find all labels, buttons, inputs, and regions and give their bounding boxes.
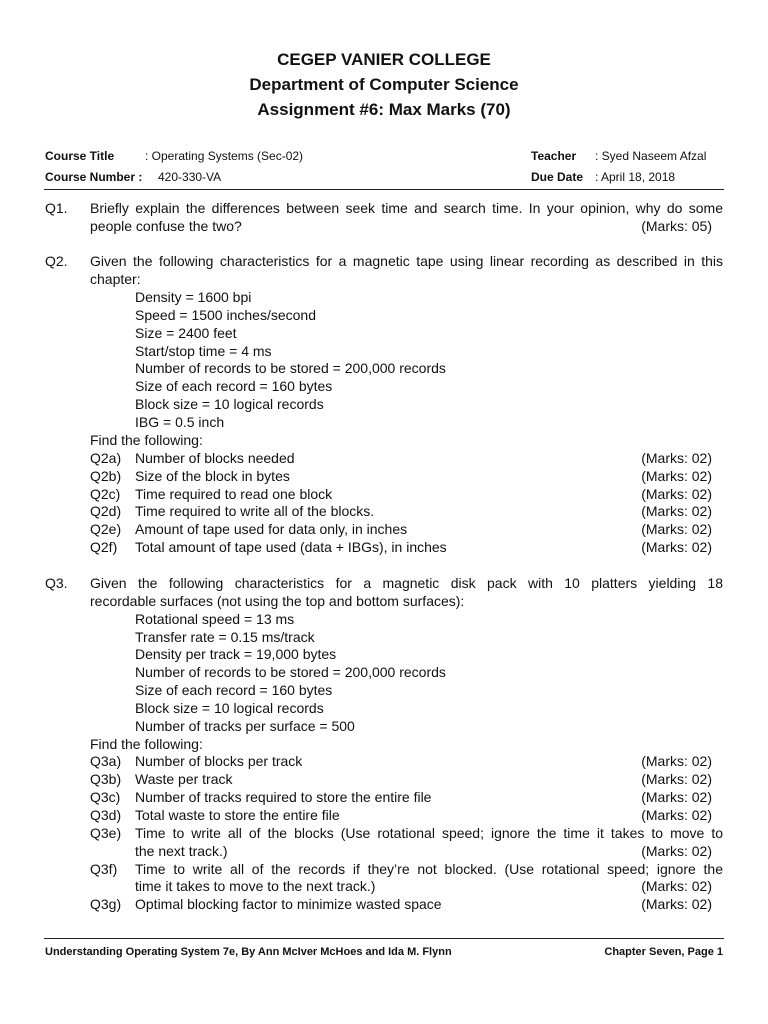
- spec-item: Size of each record = 160 bytes: [135, 378, 333, 394]
- part-id: Q3d): [90, 807, 122, 823]
- marks-label: (Marks: 02): [641, 878, 712, 894]
- question-text: Given the following characteristics for a magnetic tape using linear recording as described in this: [90, 253, 723, 269]
- question-text: people confuse the two?: [90, 218, 242, 234]
- question-number: Q1.: [45, 200, 68, 216]
- part-id: Q2b): [90, 468, 122, 484]
- course-number-value: 420-330-VA: [158, 170, 222, 184]
- question-text: recordable surfaces (not using the top and bottom surfaces):: [90, 593, 465, 609]
- spec-item: IBG = 0.5 inch: [135, 414, 225, 430]
- part-text: Time to write all of the records if they’re not blocked. (Use rotational speed; ignore the: [135, 861, 723, 877]
- find-heading: Find the following:: [90, 736, 203, 752]
- find-heading: Find the following:: [90, 432, 203, 448]
- part-id: Q3g): [90, 896, 122, 912]
- part-text: Number of blocks needed: [135, 450, 295, 466]
- due-date-label: Due Date: [531, 170, 584, 184]
- spec-item: Speed = 1500 inches/second: [135, 307, 316, 323]
- department-name: Department of Computer Science: [249, 75, 519, 94]
- part-id: Q3e): [90, 825, 122, 841]
- spec-item: Transfer rate = 0.15 ms/track: [135, 629, 315, 645]
- part-text: Optimal blocking factor to minimize wasted space: [135, 896, 442, 912]
- part-text: Total amount of tape used (data + IBGs), in inches: [135, 539, 447, 555]
- footer-page-number: Chapter Seven, Page 1: [604, 946, 723, 958]
- marks-label: (Marks: 02): [641, 503, 712, 519]
- part-id: Q3f): [90, 861, 118, 877]
- marks-label: (Marks: 02): [641, 843, 712, 859]
- part-text: Number of tracks required to store the entire file: [135, 789, 432, 805]
- part-id: Q3b): [90, 771, 122, 787]
- question-number: Q2.: [45, 253, 68, 269]
- spec-item: Number of records to be stored = 200,000 records: [135, 360, 446, 376]
- part-text-continued: the next track.): [135, 843, 228, 859]
- header-divider: [44, 189, 724, 190]
- spec-item: Density = 1600 bpi: [135, 289, 252, 305]
- spec-item: Number of tracks per surface = 500: [135, 718, 355, 734]
- marks-label: (Marks: 02): [641, 450, 712, 466]
- part-id: Q2a): [90, 450, 122, 466]
- marks-label: (Marks: 02): [641, 753, 712, 769]
- part-id: Q2e): [90, 521, 122, 537]
- due-date-value: : April 18, 2018: [595, 170, 676, 184]
- question-text: Briefly explain the differences between seek time and search time. In your opinion, why do some: [90, 200, 723, 216]
- marks-label: (Marks: 02): [641, 486, 712, 502]
- marks-label: (Marks: 02): [641, 539, 712, 555]
- marks-label: (Marks: 05): [641, 218, 712, 234]
- marks-label: (Marks: 02): [641, 789, 712, 805]
- part-text: Time to write all of the blocks (Use rotational speed; ignore the time it takes to move to: [135, 825, 723, 841]
- part-text: Time required to write all of the blocks.: [135, 503, 375, 519]
- question-text: Given the following characteristics for a magnetic disk pack with 10 platters yielding 18: [90, 575, 723, 591]
- spec-item: Start/stop time = 4 ms: [135, 343, 272, 359]
- part-text-continued: time it takes to move to the next track.): [135, 878, 376, 894]
- part-id: Q2d): [90, 503, 122, 519]
- question-text: chapter:: [90, 271, 141, 287]
- part-id: Q2c): [90, 486, 121, 502]
- marks-label: (Marks: 02): [641, 896, 712, 912]
- part-text: Size of the block in bytes: [135, 468, 290, 484]
- question-number: Q3.: [45, 575, 68, 591]
- part-text: Amount of tape used for data only, in inches: [135, 521, 408, 537]
- spec-item: Rotational speed = 13 ms: [135, 611, 295, 627]
- footer-citation: Understanding Operating System 7e, By Ann McIver McHoes and Ida M. Flynn: [45, 946, 452, 958]
- marks-label: (Marks: 02): [641, 468, 712, 484]
- teacher-value: : Syed Naseem Afzal: [595, 149, 707, 163]
- part-text: Time required to read one block: [135, 486, 333, 502]
- spec-item: Block size = 10 logical records: [135, 396, 324, 412]
- spec-item: Size = 2400 feet: [135, 325, 237, 341]
- part-id: Q3a): [90, 753, 122, 769]
- marks-label: (Marks: 02): [641, 771, 712, 787]
- spec-item: Number of records to be stored = 200,000 records: [135, 664, 446, 680]
- teacher-label: Teacher: [531, 149, 577, 163]
- spec-item: Density per track = 19,000 bytes: [135, 646, 337, 662]
- part-text: Number of blocks per track: [135, 753, 303, 769]
- footer-divider: [44, 938, 724, 939]
- college-name: CEGEP VANIER COLLEGE: [277, 50, 491, 69]
- assignment-title: Assignment #6: Max Marks (70): [257, 100, 511, 119]
- spec-item: Block size = 10 logical records: [135, 700, 324, 716]
- course-title-value: : Operating Systems (Sec-02): [145, 149, 304, 163]
- part-text: Waste per track: [135, 771, 233, 787]
- course-title-label: Course Title: [45, 149, 115, 163]
- part-id: Q3c): [90, 789, 121, 805]
- course-number-label: Course Number :: [45, 170, 143, 184]
- marks-label: (Marks: 02): [641, 807, 712, 823]
- marks-label: (Marks: 02): [641, 521, 712, 537]
- part-text: Total waste to store the entire file: [135, 807, 340, 823]
- spec-item: Size of each record = 160 bytes: [135, 682, 333, 698]
- part-id: Q2f): [90, 539, 118, 555]
